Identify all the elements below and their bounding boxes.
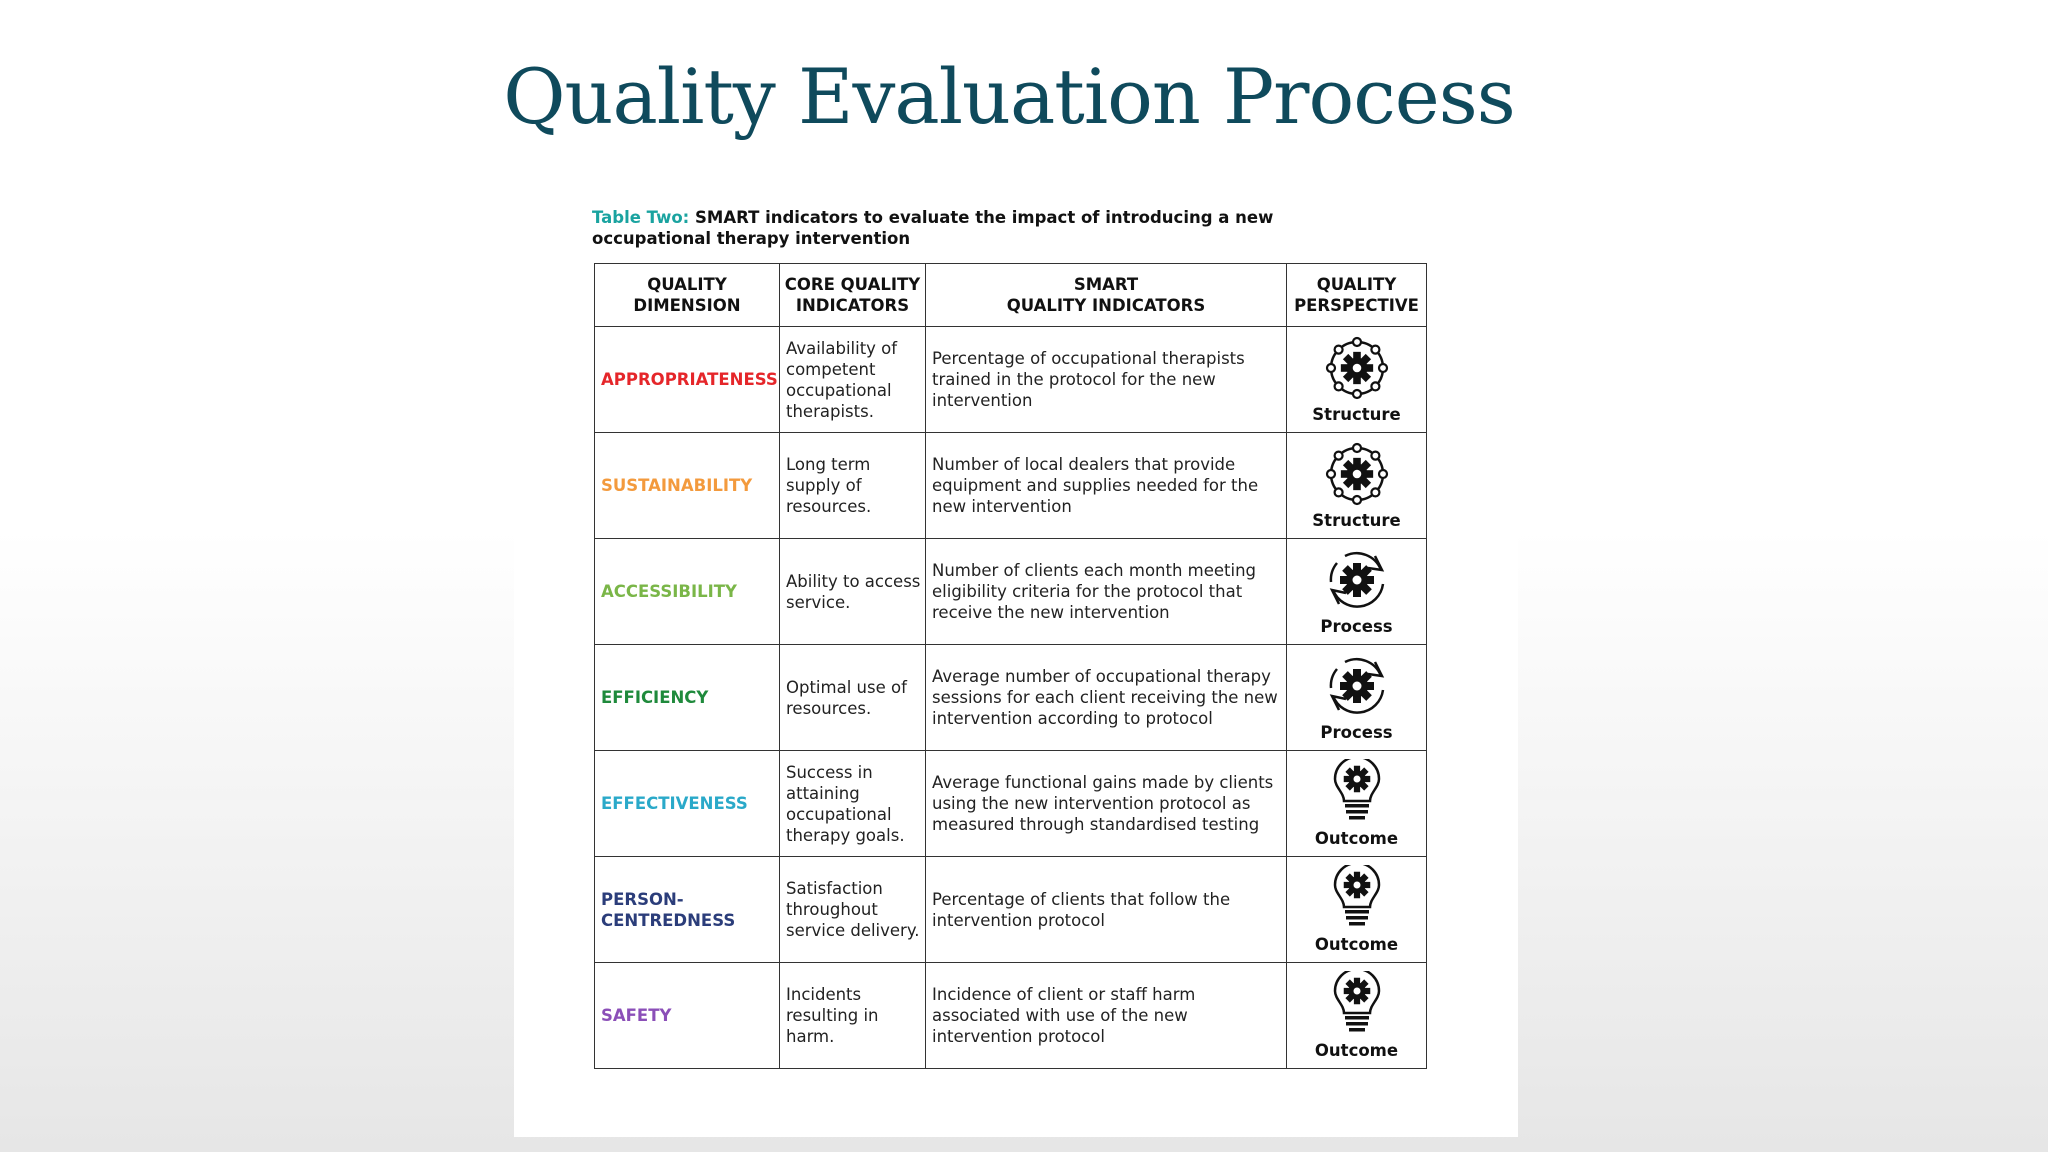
table-row	[595, 963, 1427, 1069]
quality-dimension-cell: PERSON-CENTREDNESS	[595, 857, 780, 963]
outcome-icon	[1287, 759, 1426, 825]
quality-perspective-cell	[1287, 433, 1427, 539]
structure-icon	[1287, 441, 1426, 507]
process-icon	[1287, 653, 1426, 719]
table-row	[595, 751, 1427, 857]
smart-quality-indicator-cell: Percentage of occupational therapists trained in the protocol for the new intervention	[926, 327, 1287, 433]
caption-text: SMART indicators to evaluate the impact of introducing a new	[689, 208, 1274, 227]
caption-lead: Table Two:	[592, 208, 690, 227]
core-quality-indicator-cell: Long term supply of resources.	[780, 433, 926, 539]
header-quality-dimension: QUALITY DIMENSION	[595, 264, 780, 327]
table-header-row	[595, 264, 1427, 327]
quality-perspective-cell	[1287, 327, 1427, 433]
smart-quality-indicator-cell: Percentage of clients that follow the intervention protocol	[926, 857, 1287, 963]
quality-perspective-cell	[1287, 963, 1427, 1069]
quality-dimension-cell: APPROPRIATENESS	[595, 327, 780, 433]
quality-perspective-label: Outcome	[1314, 1041, 1399, 1060]
core-quality-indicator-cell: Satisfaction throughout service delivery.	[780, 857, 926, 963]
quality-dimension-cell: SAFETY	[595, 963, 780, 1069]
core-quality-indicator-cell: Incidents resulting in harm.	[780, 963, 926, 1069]
quality-dimension-cell: EFFICIENCY	[595, 645, 780, 751]
table-row	[595, 857, 1427, 963]
smart-quality-indicator-cell: Average number of occupational therapy sessions for each client receiving the new intervention according to protocol	[926, 645, 1287, 751]
outcome-icon	[1287, 971, 1426, 1037]
quality-dimension-cell: EFFECTIVENESS	[595, 751, 780, 857]
structure-icon	[1287, 335, 1426, 401]
quality-perspective-cell	[1287, 539, 1427, 645]
quality-perspective-label: Outcome	[1314, 935, 1399, 954]
table-caption	[592, 207, 1292, 249]
smart-quality-indicator-cell: Number of clients each month meeting eligibility criteria for the protocol that receive the new intervention	[926, 539, 1287, 645]
quality-perspective-label: Process	[1320, 723, 1393, 742]
core-quality-indicator-cell: Success in attaining occupational therapy goals.	[780, 751, 926, 857]
quality-perspective-cell	[1287, 857, 1427, 963]
quality-perspective-label: Outcome	[1314, 829, 1399, 848]
smart-quality-indicator-cell: Incidence of client or staff harm associated with use of the new intervention protocol	[926, 963, 1287, 1069]
core-quality-indicator-cell: Availability of competent occupational therapists.	[780, 327, 926, 433]
header-smart-quality-indicators: SMART QUALITY INDICATORS	[926, 264, 1287, 327]
quality-dimension-cell: SUSTAINABILITY	[595, 433, 780, 539]
table-row	[595, 433, 1427, 539]
quality-dimension-cell: ACCESSIBILITY	[595, 539, 780, 645]
outcome-icon	[1287, 865, 1426, 931]
core-quality-indicator-cell: Optimal use of resources.	[780, 645, 926, 751]
header-core-quality-indicators: CORE QUALITY INDICATORS	[780, 264, 926, 327]
quality-perspective-label: Structure	[1312, 405, 1401, 424]
caption-line2: occupational therapy intervention	[592, 229, 911, 248]
process-icon	[1287, 547, 1426, 613]
smart-quality-indicator-cell: Number of local dealers that provide equipment and supplies needed for the new intervention	[926, 433, 1287, 539]
smart-quality-indicator-cell: Average functional gains made by clients using the new intervention protocol as measured through standardised testing	[926, 751, 1287, 857]
quality-perspective-label: Structure	[1312, 511, 1401, 530]
quality-perspective-label: Process	[1320, 617, 1393, 636]
table-row	[595, 539, 1427, 645]
header-quality-perspective: QUALITY PERSPECTIVE	[1287, 264, 1427, 327]
smart-indicators-table	[594, 263, 1427, 1069]
quality-perspective-cell	[1287, 751, 1427, 857]
table-row	[595, 327, 1427, 433]
quality-perspective-cell	[1287, 645, 1427, 751]
table-row	[595, 645, 1427, 751]
core-quality-indicator-cell: Ability to access service.	[780, 539, 926, 645]
slide-title: Quality Evaluation Process	[503, 52, 1515, 141]
